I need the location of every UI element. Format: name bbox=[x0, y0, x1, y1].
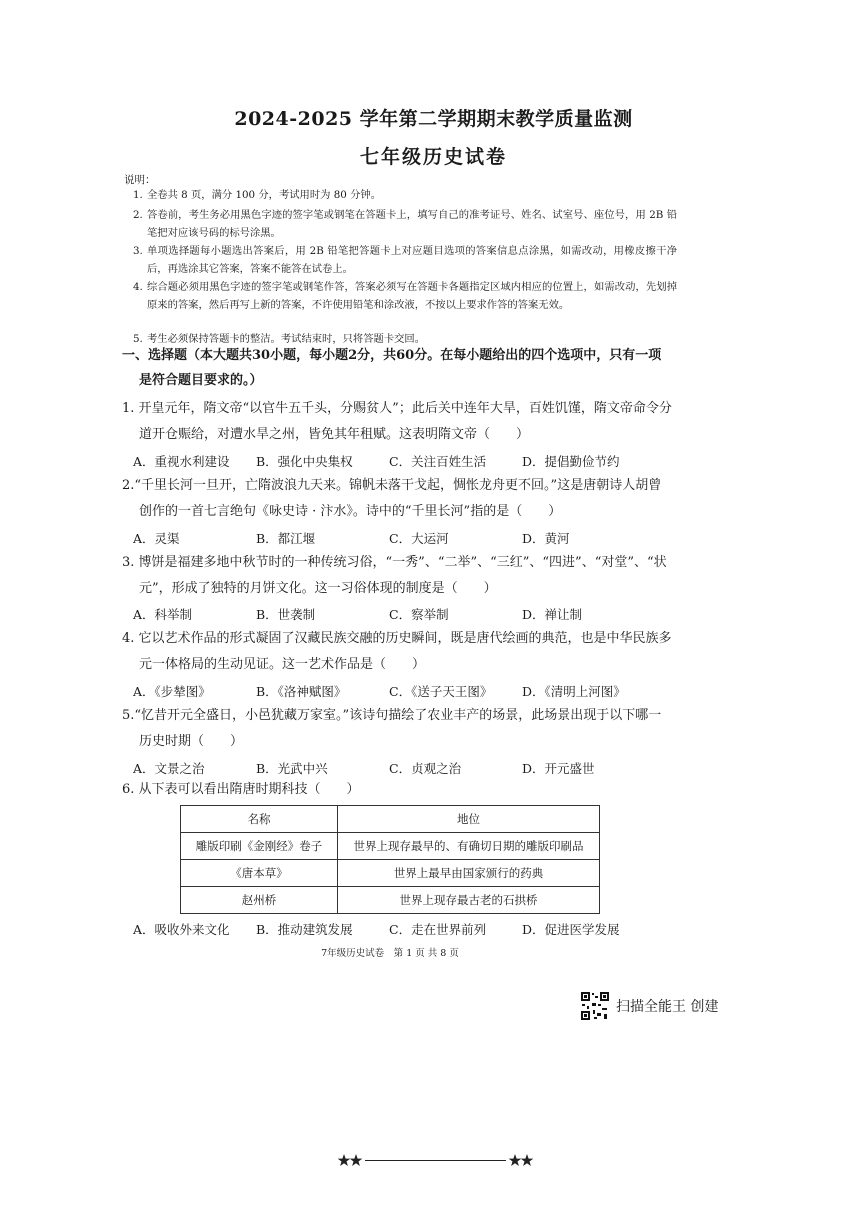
note-item: 5. 考生必须保持答题卡的整洁。考试结束时，只将答题卡交回。 bbox=[133, 333, 426, 345]
star-icon bbox=[521, 1154, 533, 1166]
table-header: 名称 bbox=[181, 806, 338, 833]
option-a[interactable]: A．吸收外来文化 bbox=[133, 922, 230, 937]
option-d[interactable]: D．提倡勤俭节约 bbox=[522, 454, 620, 469]
option-b[interactable]: B．都江堰 bbox=[256, 531, 316, 546]
question-5-options bbox=[133, 759, 733, 779]
option-d[interactable]: D．禅让制 bbox=[522, 607, 583, 622]
option-c[interactable]: C．大运河 bbox=[389, 531, 449, 546]
option-d[interactable]: D．促进医学发展 bbox=[522, 922, 620, 937]
option-c[interactable]: C．《送子天王图》 bbox=[389, 684, 493, 699]
table-cell: 世界上现存最早的、有确切日期的雕版印刷品 bbox=[338, 833, 600, 860]
option-a[interactable]: A．《步辇图》 bbox=[133, 684, 211, 699]
question-5: 5.“忆昔开元全盛日，小邑犹藏万家室。”该诗句描绘了农业丰产的场景，此场景出现于以下哪一 历史时期（ ） bbox=[122, 708, 662, 749]
table-cell: 世界上现存最古老的石拱桥 bbox=[338, 887, 600, 914]
question-4-options bbox=[133, 682, 733, 702]
tech-table bbox=[180, 805, 600, 914]
option-b[interactable]: B．推动建筑发展 bbox=[256, 922, 353, 937]
option-d[interactable]: D．《清明上河图》 bbox=[522, 684, 626, 699]
star-icon bbox=[350, 1154, 363, 1166]
option-a[interactable]: A．文景之治 bbox=[133, 761, 205, 776]
option-d[interactable]: D．开元盛世 bbox=[522, 761, 595, 776]
note-item: 3. 单项选择题每小题选出答案后，用 2B 铅笔把答题卡上对应题目选项的答案信息点涂黑，如需改动，用橡皮擦干净后，再选涂其它答案，答案不能答在试卷上。 bbox=[133, 245, 677, 275]
option-a[interactable]: A．重视水利建设 bbox=[133, 454, 230, 469]
question-1-options bbox=[133, 452, 733, 472]
star-icon bbox=[509, 1154, 522, 1166]
question-6: 6. 从下表可以看出隋唐时期科技（ ） bbox=[122, 782, 360, 797]
section-heading: 一、选择题（本大题共30小题，每小题2分，共60分。在每小题给出的四个选项中，只有一项 是符合题目要求的。） bbox=[122, 348, 662, 388]
note-item: 4. 综合题必须用黑色字迹的签字笔或钢笔作答，答案必须写在答题卡各题指定区域内相应的位置上，如需改动，先划掉原来的答案，然后再写上新的答案，不许使用铅笔和涂改液，不按以上要求作答的答案无效。 bbox=[133, 281, 677, 311]
question-1: 1. 开皇元年，隋文帝“以官牛五千头，分赐贫人”；此后关中连年大旱，百姓饥馑，隋文帝命令分 道开仓赈给，对遭水旱之州，皆免其年租赋。这表明隋文帝（ ） bbox=[122, 401, 672, 442]
table-header: 地位 bbox=[338, 806, 600, 833]
table-row bbox=[181, 833, 600, 860]
note-item: 1. 全卷共 8 页，满分 100 分，考试用时为 80 分钟。 bbox=[133, 189, 381, 201]
question-6-options bbox=[133, 920, 733, 940]
table-cell: 雕版印刷《金刚经》卷子 bbox=[181, 833, 338, 860]
table-header-row bbox=[181, 806, 600, 833]
option-a[interactable]: A．灵渠 bbox=[133, 531, 180, 546]
option-c[interactable]: C．贞观之治 bbox=[389, 761, 462, 776]
page-footer: 7年级历史试卷 第 1 页 共 8 页 bbox=[321, 948, 459, 959]
decorative-divider bbox=[338, 1152, 533, 1170]
table-cell: 世界上最早由国家颁行的药典 bbox=[338, 860, 600, 887]
option-d[interactable]: D．黄河 bbox=[522, 531, 570, 546]
question-3: 3. 博饼是福建多地中秋节时的一种传统习俗，“一秀”、“二举”、“三红”、“四进”、“对堂”、“状 元”，形成了独特的月饼文化。这一习俗体现的制度是（ ） bbox=[122, 555, 667, 596]
exam-title: 2024-2025 学年第二学期期末教学质量监测 bbox=[234, 108, 633, 130]
question-3-options bbox=[133, 605, 733, 625]
star-icon bbox=[338, 1154, 350, 1166]
question-4: 4. 它以艺术作品的形式凝固了汉藏民族交融的历史瞬间，既是唐代绘画的典范，也是中华民族多 元一体格局的生动见证。这一艺术作品是（ ） bbox=[122, 631, 672, 672]
option-b[interactable]: B．强化中央集权 bbox=[256, 454, 353, 469]
notes-heading: 说明： bbox=[124, 174, 156, 186]
option-c[interactable]: C．走在世界前列 bbox=[389, 922, 487, 937]
option-b[interactable]: B．光武中兴 bbox=[256, 761, 328, 776]
question-2-options bbox=[133, 529, 733, 549]
table-cell: 《唐本草》 bbox=[181, 860, 338, 887]
qr-code-icon bbox=[580, 991, 610, 1021]
scanner-label: 扫描全能王 创建 bbox=[616, 999, 719, 1015]
question-2: 2.“千里长河一旦开，亡隋波浪九天来。锦帆未落干戈起，惆怅龙舟更不回。”这是唐朝诗人胡曾 创作的一首七言绝句《咏史诗 · 汴水》。诗中的“千里长河”指的是（ ） bbox=[122, 478, 662, 519]
option-c[interactable]: C．察举制 bbox=[389, 607, 449, 622]
option-a[interactable]: A．科举制 bbox=[133, 607, 193, 622]
table-row bbox=[181, 860, 600, 887]
note-item: 2. 答卷前，考生务必用黑色字迹的签字笔或钢笔在答题卡上，填写自己的准考证号、姓名、试室号、座位号，用 2B 铅笔把对应该号码的标号涂黑。 bbox=[133, 209, 677, 239]
exam-subtitle: 七年级历史试卷 bbox=[359, 146, 507, 168]
table-cell: 赵州桥 bbox=[181, 887, 338, 914]
scanner-watermark bbox=[580, 990, 718, 1022]
option-b[interactable]: B．《洛神赋图》 bbox=[256, 684, 347, 699]
option-b[interactable]: B．世袭制 bbox=[256, 607, 316, 622]
option-c[interactable]: C．关注百姓生活 bbox=[389, 454, 487, 469]
table-row bbox=[181, 887, 600, 914]
